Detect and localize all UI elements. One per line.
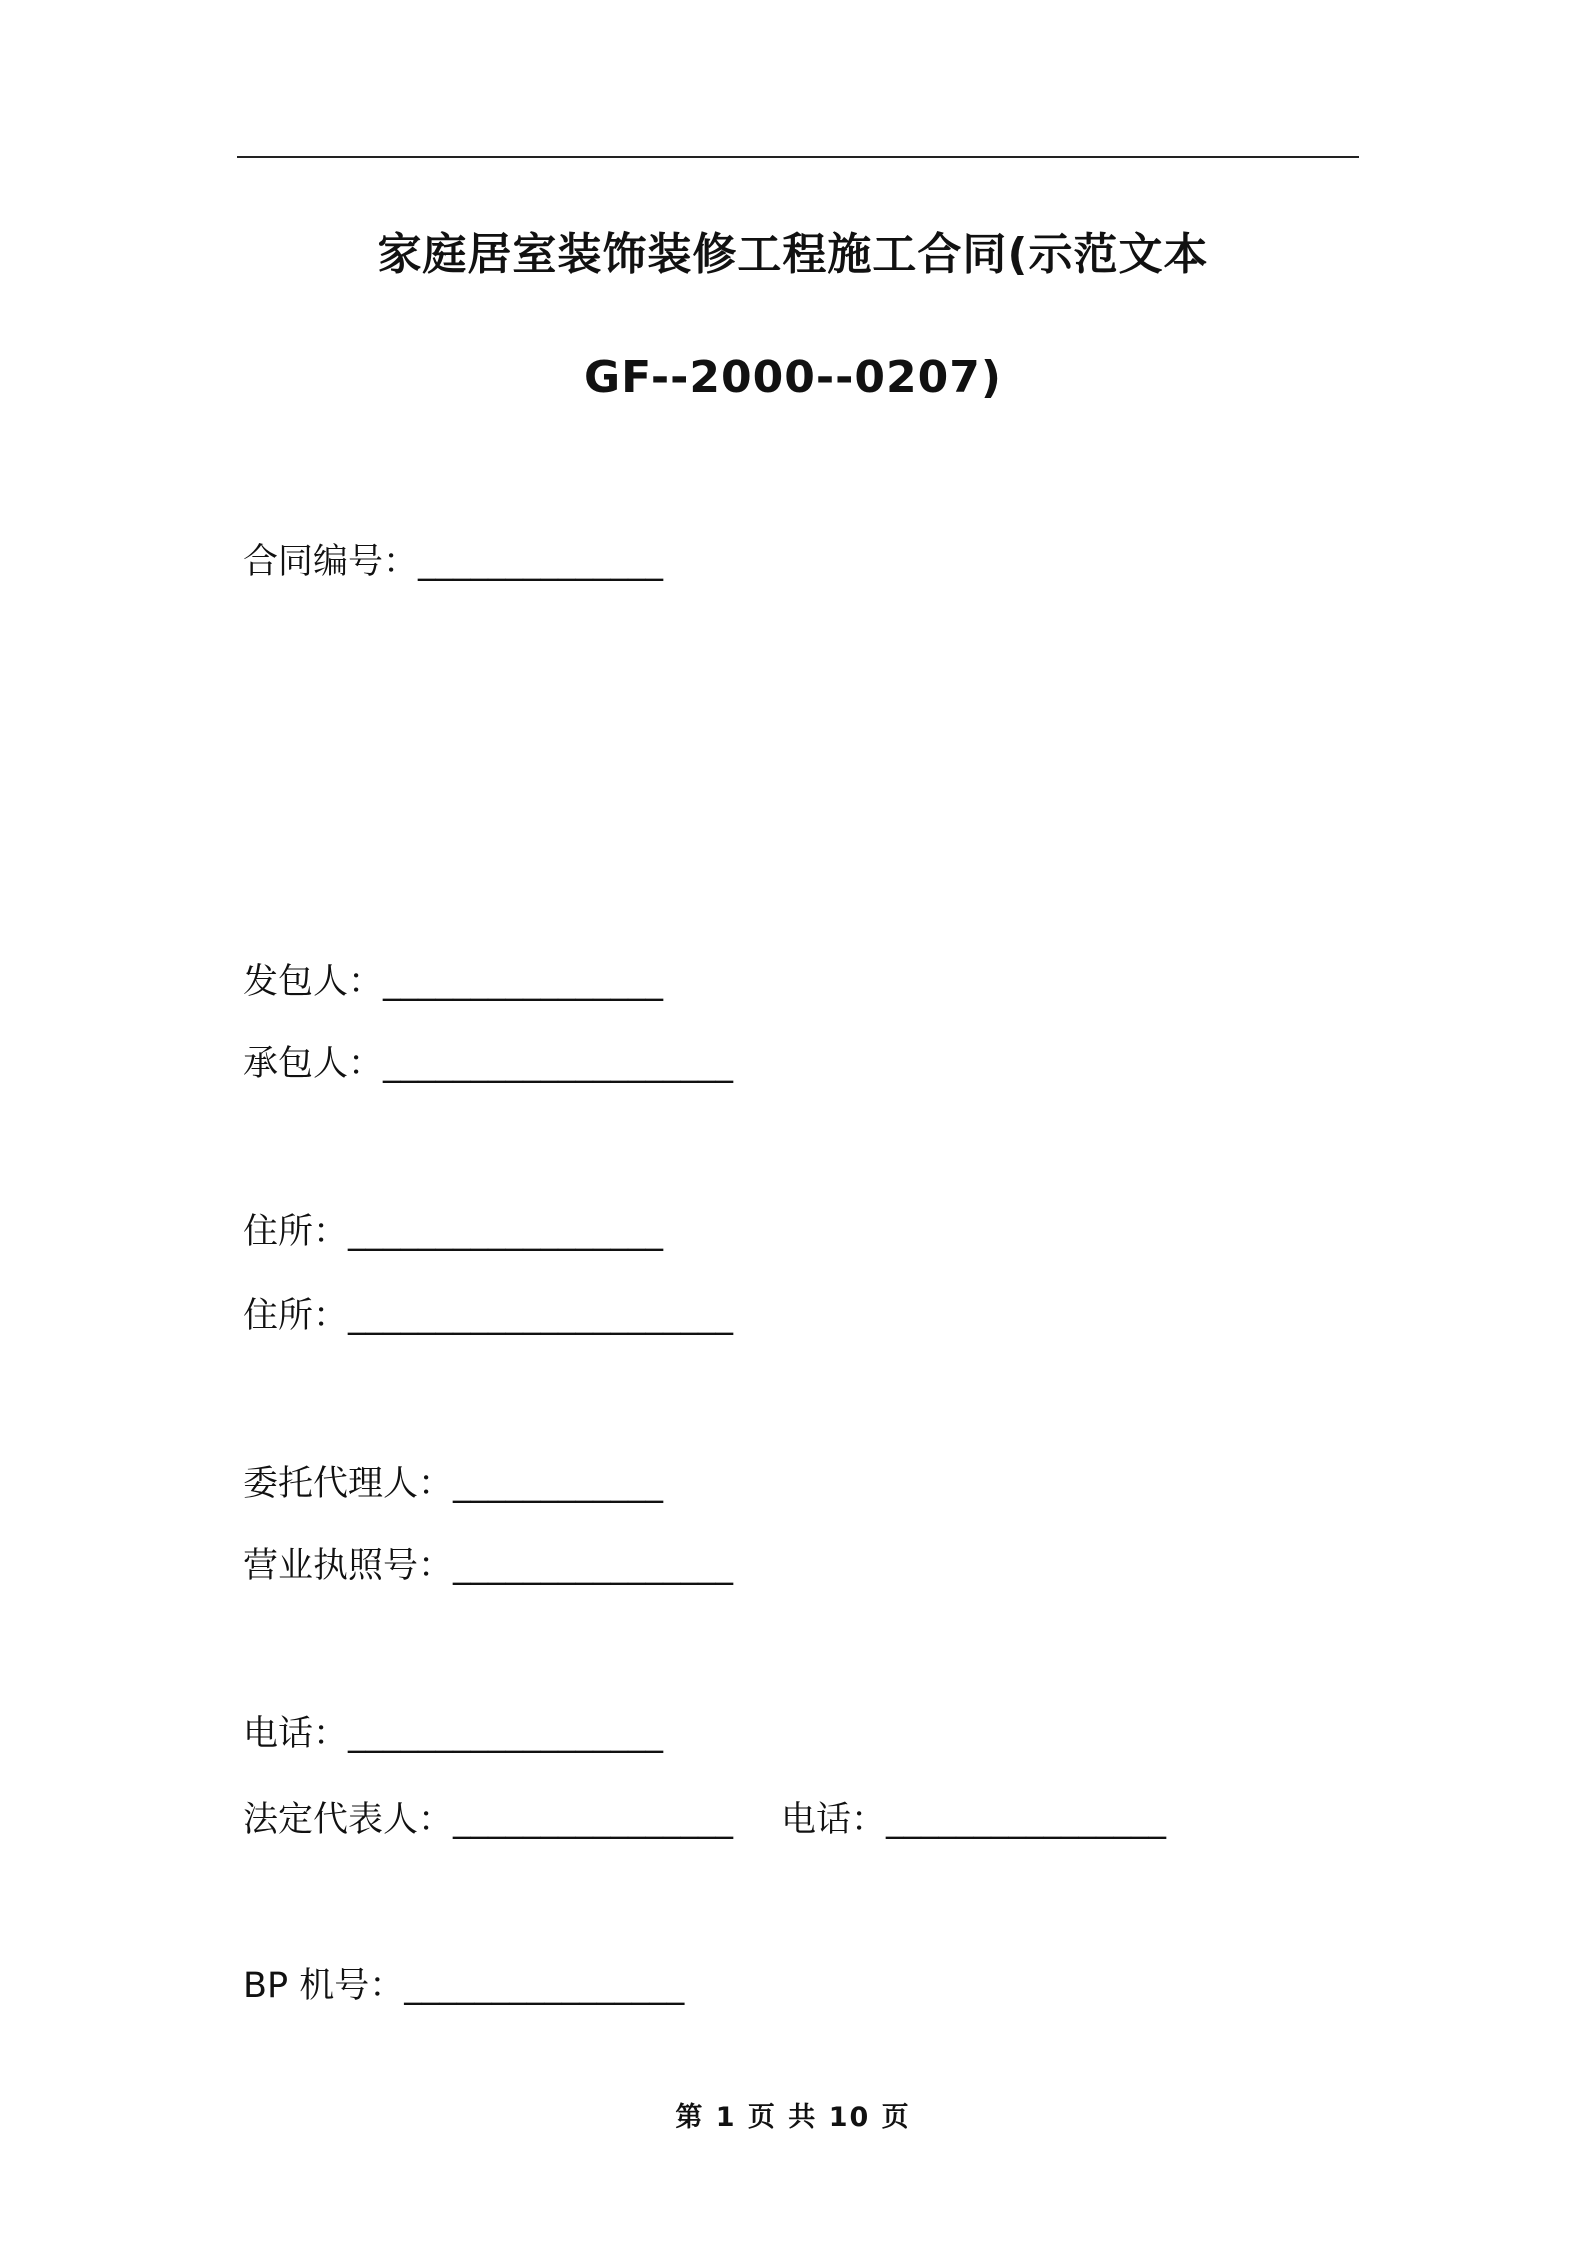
legal-representative-phone-label: 电话： — [781, 1800, 887, 1840]
employer-field — [243, 958, 663, 1006]
document-title-line-2: GF--2000--0207) — [584, 352, 1002, 403]
legal-representative-field — [243, 1796, 1166, 1844]
agent-label: 委托代理人： — [243, 1464, 454, 1504]
contract-number-field — [243, 538, 663, 586]
employer-label: 发包人： — [243, 962, 384, 1002]
contractor-label: 承包人： — [243, 1044, 384, 1084]
contract-number-blank: ______________ — [418, 542, 664, 582]
phone-blank: __________________ — [348, 1714, 664, 1754]
contractor-blank: ____________________ — [383, 1044, 734, 1084]
contractor-field — [243, 1040, 733, 1088]
agent-field — [243, 1460, 663, 1508]
business-license-label: 营业执照号： — [243, 1546, 454, 1586]
bp-number-field — [243, 1962, 684, 2010]
phone-field — [243, 1710, 663, 1758]
contractor-address-field — [243, 1292, 733, 1340]
bp-number-blank: ________________ — [404, 1966, 685, 2006]
legal-representative-label: 法定代表人： — [243, 1800, 454, 1840]
header-rule — [237, 156, 1359, 158]
legal-representative-blank: ________________ — [453, 1800, 734, 1840]
employer-address-blank: __________________ — [348, 1212, 664, 1252]
bp-number-label: BP 机号： — [243, 1966, 405, 2006]
employer-address-label: 住所： — [243, 1212, 349, 1252]
business-license-blank: ________________ — [453, 1546, 734, 1586]
employer-address-field — [243, 1208, 663, 1256]
contractor-address-blank: ______________________ — [348, 1296, 734, 1336]
employer-blank: ________________ — [383, 962, 664, 1002]
document-title-line-1: 家庭居室装饰装修工程施工合同(示范文本 — [377, 229, 1209, 280]
agent-blank: ____________ — [453, 1464, 664, 1504]
contractor-address-label: 住所： — [243, 1296, 349, 1336]
contract-number-label: 合同编号： — [243, 542, 419, 582]
business-license-field — [243, 1542, 733, 1590]
legal-representative-phone-blank: ________________ — [886, 1800, 1167, 1840]
phone-label: 电话： — [243, 1714, 349, 1754]
page-number: 第 1 页 共 10 页 — [675, 2102, 911, 2133]
